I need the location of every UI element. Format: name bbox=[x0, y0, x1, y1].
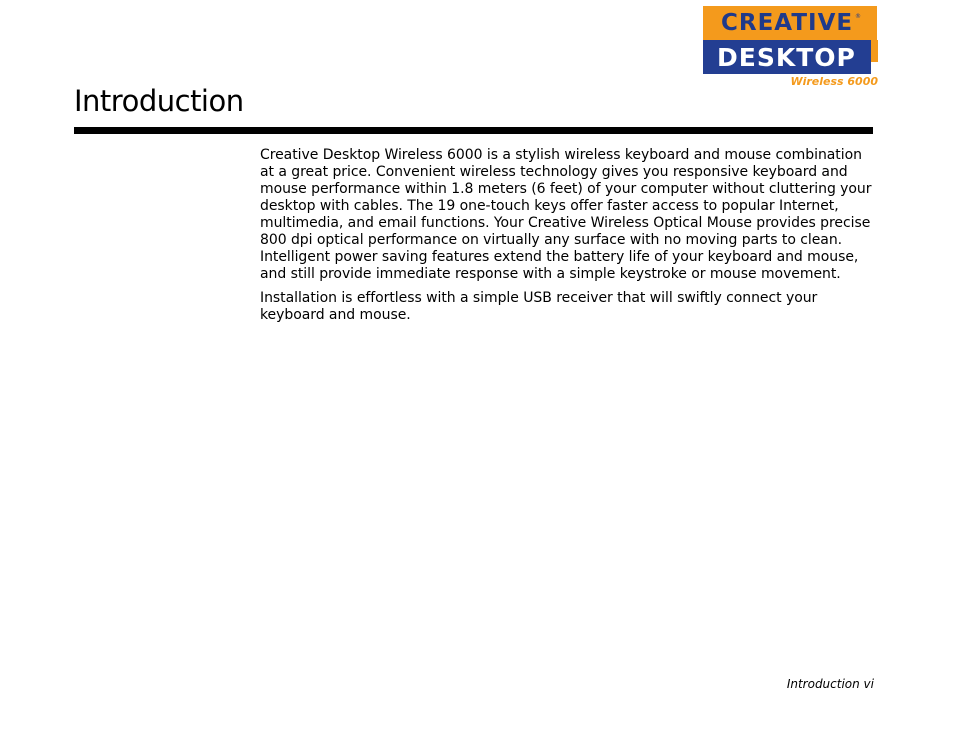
body-content bbox=[260, 147, 872, 331]
page-title: Introduction bbox=[74, 84, 244, 118]
creative-desktop-logo bbox=[703, 6, 878, 90]
intro-paragraph: Creative Desktop Wireless 6000 is a stylish wireless keyboard and mouse combination at a great price. Convenient wireless technology gives you responsive keyboard and mouse performance within 1.8 meters (6 feet) of your computer without cluttering your desktop with cables. The 19 one-touch keys offer faster access to popular Internet, multimedia, and email functions. Your Creative Wireless Optical Mouse provides precise 800 dpi optical performance on virtually any surface with no moving parts to clean. Intelligent power saving features extend the battery life of your keyboard and mouse, and still provide immediate response with a simple keystroke or mouse movement. bbox=[260, 147, 872, 282]
installation-paragraph: Installation is effortless with a simple USB receiver that will swiftly connect your keyboard and mouse. bbox=[260, 290, 818, 323]
logo-model-text: Wireless 6000 bbox=[790, 75, 878, 88]
page-footer: Introduction vi bbox=[786, 677, 874, 691]
logo-brand-text: CREATIVE bbox=[721, 10, 854, 36]
logo-registered-mark: ® bbox=[855, 13, 861, 20]
title-divider bbox=[74, 127, 873, 134]
logo-product-text: DESKTOP bbox=[717, 43, 856, 72]
logo-corner-accent bbox=[871, 40, 878, 62]
